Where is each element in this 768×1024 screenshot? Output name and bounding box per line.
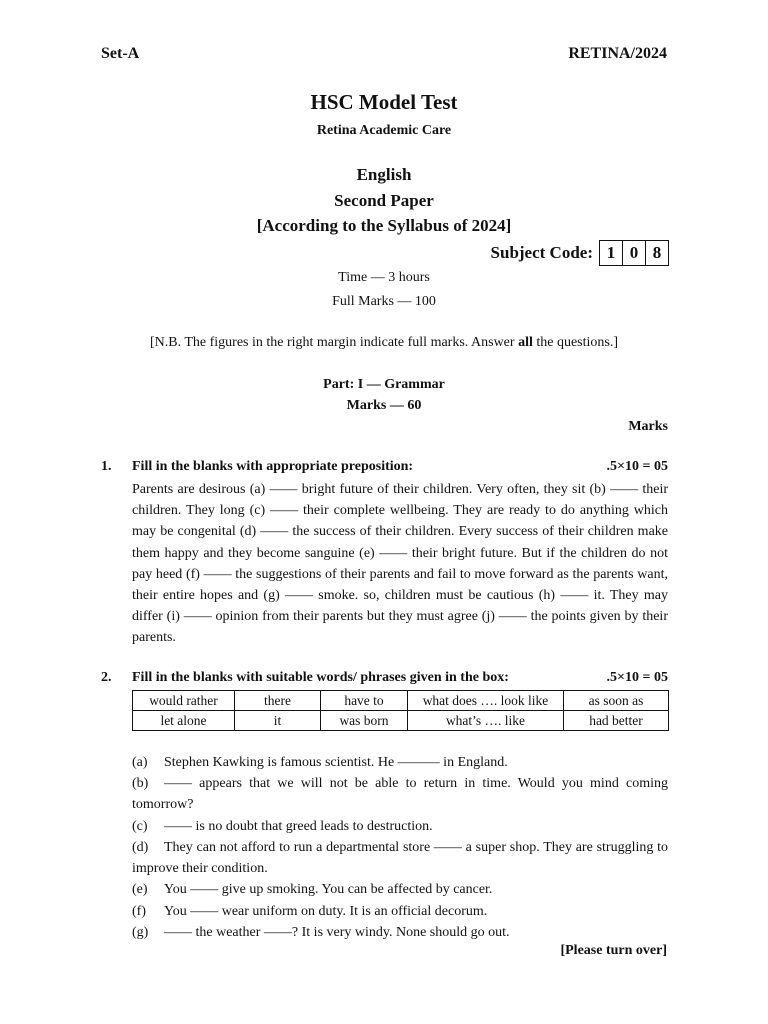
word-box-cell: what’s …. like bbox=[408, 711, 564, 731]
instruction-note bbox=[0, 335, 768, 351]
item-text: —— is no doubt that greed leads to destruction. bbox=[164, 819, 433, 834]
note-emphasis: all bbox=[518, 335, 533, 350]
word-box-cell: would rather bbox=[133, 691, 235, 711]
word-box-row bbox=[133, 711, 669, 731]
subject-code-digit: 8 bbox=[652, 243, 662, 262]
item-text: They can not afford to run a departmental store —— a super shop. They are struggling to improve their condition. bbox=[132, 840, 668, 876]
paper-name: Second Paper bbox=[334, 191, 434, 210]
part-title: Part: I — Grammar bbox=[323, 377, 445, 392]
word-box-cell: as soon as bbox=[564, 691, 669, 711]
subject-code-label: Subject Code: bbox=[490, 243, 593, 262]
item-label: (f) bbox=[132, 904, 146, 919]
full-marks: Full Marks — 100 bbox=[332, 294, 436, 309]
item-text: Stephen Kawking is famous scientist. He ——— in England. bbox=[164, 755, 508, 770]
question-2-item bbox=[132, 773, 668, 815]
word-box-cell: it bbox=[235, 711, 321, 731]
part-marks: Marks — 60 bbox=[346, 398, 422, 413]
item-label: (c) bbox=[132, 819, 148, 834]
item-label: (a) bbox=[132, 755, 148, 770]
word-box-cell: there bbox=[235, 691, 321, 711]
subject-name: English bbox=[356, 165, 412, 184]
item-text: —— the weather ——? It is very windy. None should go out. bbox=[164, 925, 510, 940]
question-1-marks: .5×10 = 05 bbox=[606, 459, 668, 474]
word-box bbox=[132, 690, 669, 731]
question-2-heading: Fill in the blanks with suitable words/ phrases given in the box: bbox=[132, 670, 509, 685]
exam-time: Time — 3 hours bbox=[338, 270, 430, 285]
word-box-cell: what does …. look like bbox=[408, 691, 564, 711]
note-text: [N.B. The figures in the right margin indicate full marks. Answer bbox=[149, 335, 519, 350]
item-text: You —— give up smoking. You can be affected by cancer. bbox=[164, 882, 493, 897]
subject-code-digit: 1 bbox=[600, 241, 623, 265]
item-text: You —— wear uniform on duty. It is an official decorum. bbox=[164, 904, 488, 919]
word-box-cell: was born bbox=[321, 711, 408, 731]
note-text-end: the questions.] bbox=[532, 335, 618, 350]
word-box-row bbox=[133, 691, 669, 711]
question-1-heading: Fill in the blanks with appropriate preposition: bbox=[132, 459, 414, 474]
item-label: (b) bbox=[132, 776, 149, 791]
marks-column-label: Marks bbox=[628, 419, 668, 434]
subject-code-boxes bbox=[599, 240, 669, 266]
item-label: (d) bbox=[132, 840, 149, 855]
word-box-cell: had better bbox=[564, 711, 669, 731]
word-box-cell: let alone bbox=[133, 711, 235, 731]
set-label: Set-A bbox=[101, 45, 140, 62]
question-1-number: 1. bbox=[101, 459, 112, 474]
question-2-item bbox=[132, 837, 668, 879]
question-2-item bbox=[132, 901, 668, 922]
organization-name: Retina Academic Care bbox=[316, 123, 452, 138]
word-box-cell: have to bbox=[321, 691, 408, 711]
item-text: —— appears that we will not be able to return in time. Would you mind coming tomorrow? bbox=[132, 776, 668, 812]
question-2-number: 2. bbox=[101, 670, 112, 685]
syllabus-note: [According to the Syllabus of 2024] bbox=[256, 216, 512, 235]
item-label: (e) bbox=[132, 882, 148, 897]
subject-code bbox=[491, 240, 669, 266]
question-2-item bbox=[132, 816, 668, 837]
page-title: HSC Model Test bbox=[310, 90, 458, 114]
turn-over-note: [Please turn over] bbox=[560, 943, 667, 958]
question-2-item bbox=[132, 752, 668, 773]
subject-code-digit: 0 bbox=[623, 241, 646, 265]
question-2-item bbox=[132, 879, 668, 900]
question-1-passage: Parents are desirous (a) —— bright future of their children. Very often, they sit (b) —— their children. They long (c) —— their complete wellbeing. They are ready to do anything which may be congenital (d) —— the success of their children. Every success of their children make them happy and they become sanguine (e) —— their bright future. But if the children do not pay heed (f) —— the suggestions of their parents and fail to move forward as the parents want, their entire hopes and (g) —— smoke. so, children must be cautious (h) —— it. They may differ (i) —— opinion from their parents but they must agree (j) —— the points given by their parents. bbox=[132, 482, 668, 646]
exam-code: RETINA/2024 bbox=[568, 45, 667, 62]
question-2-marks: .5×10 = 05 bbox=[606, 670, 668, 685]
item-label: (g) bbox=[132, 925, 149, 940]
question-2-item bbox=[132, 922, 668, 943]
